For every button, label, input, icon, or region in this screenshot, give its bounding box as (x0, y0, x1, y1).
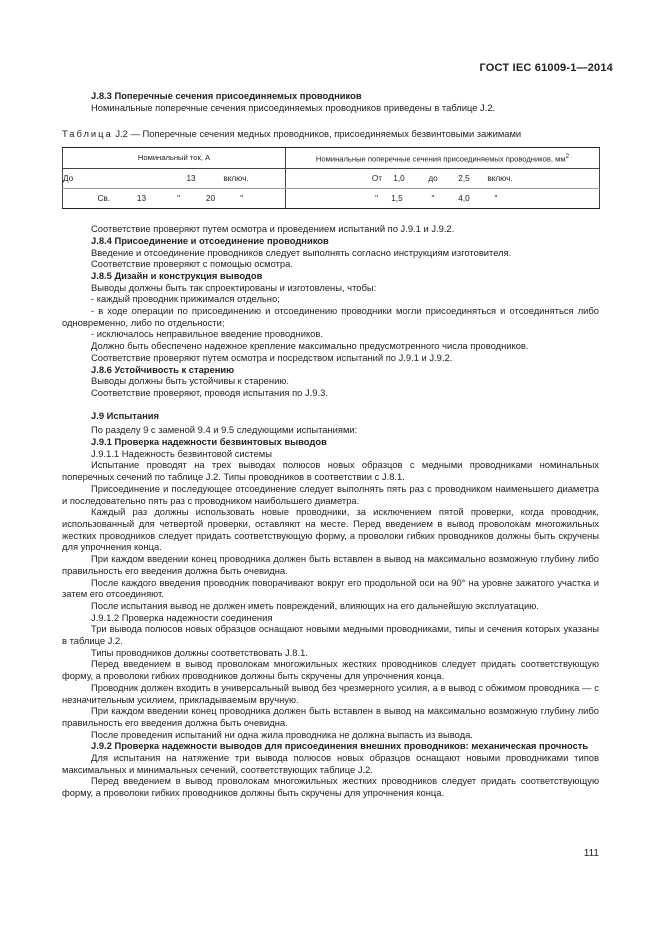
table-cell-section (286, 189, 600, 209)
cell-value: " (375, 193, 378, 203)
bullet-item: - исключалось неправильное введение проводников. (91, 328, 323, 340)
subsection-title: J.9.1.1 Надежность безвинтовой системы (91, 447, 272, 459)
paragraph: Три вывода полюсов новых образцов оснащают новыми медными проводниками, типы и сечения которых указаны в таблице J.2. (62, 623, 599, 647)
paragraph: Выводы должны быть устойчивы к старению. (91, 375, 289, 387)
table-cell-current (63, 169, 286, 189)
page-number: 111 (583, 848, 599, 859)
table-caption-label: Таблица (62, 128, 113, 140)
table-cell-section (286, 169, 600, 189)
cell-value: 20 (205, 193, 215, 203)
table-caption (62, 128, 599, 140)
cell-value: включ. (487, 173, 513, 183)
table-row (63, 189, 600, 209)
table-header-section-text: Номинальные поперечные сечения присоединяемых проводников, мм (315, 154, 566, 164)
paragraph: Соответствие проверяют, проводя испытания по J.9.3. (91, 386, 328, 398)
section-j83-title: J.8.3 Поперечные сечения присоединяемых проводников (91, 90, 362, 101)
cell-value: " (240, 193, 243, 203)
paragraph: Соответствие проверяют с помощью осмотра. (91, 258, 293, 270)
paragraph: После каждого введения проводник поворачивают вокруг его продольной оси на 90° на уровне зажатого участка и затем его отсоединяют. (62, 576, 599, 600)
cell-value: до (428, 173, 438, 183)
paragraph: Проводник должен входить в универсальный вывод без чрезмерного усилия, а в вывод с обжимом проводника — с незначительным усилием, прикладываемым вручную. (62, 681, 599, 705)
table-header-current: Номинальный ток, А (63, 148, 286, 169)
bullet-item: - каждый проводник прижимался отдельно; (91, 293, 280, 305)
table-cell-current (63, 189, 286, 209)
section-j9-title: J.9 Испытания (91, 409, 159, 421)
cell-value: От (371, 173, 382, 183)
table-header-section-sup: 2 (565, 152, 570, 160)
section-j84-title: J.8.4 Присоединение и отсоединение проводников (91, 234, 329, 246)
paragraph: После проведения испытаний ни одна жила проводника не должна выпасть из вывода. (91, 728, 473, 740)
conductor-section-table (62, 147, 600, 209)
cell-value: 13 (186, 173, 196, 183)
paragraph: Для испытания на натяжение три вывода полюсов новых образцов оснащают новыми проводниками типов максимальных и минимальных сечений, соответствующих таблице J.2. (62, 752, 599, 775)
paragraph: Номинальные поперечные сечения присоединяемых проводников приведены в таблице J.2. (91, 101, 496, 113)
cell-value: включ. (223, 173, 249, 183)
table-row (63, 169, 600, 189)
cell-value: " (177, 193, 180, 203)
paragraph: Соответствие проверяют путем осмотра и посредством испытаний по J.9.1 и J.9.2. (91, 351, 453, 363)
paragraph: Типы проводников должны соответствовать J.8.1. (91, 646, 308, 658)
cell-value: " (494, 193, 498, 203)
page-body (62, 90, 599, 799)
cell-value: " (431, 193, 435, 203)
section-j91-title: J.9.1 Проверка надежности безвинтовых выводов (91, 436, 327, 448)
paragraph: Выводы должны быть так спроектированы и изготовлены, чтобы: (91, 281, 377, 293)
paragraph: Присоединение и последующее отсоединение следует выполнять пять раз с проводником наименьшего диаметра и последовательно пять раз с проводником наибольшего диаметра. (62, 482, 599, 506)
paragraph: По разделу 9 с заменой 9.4 и 9.5 следующими испытаниями: (91, 424, 358, 436)
cell-value: До (63, 173, 74, 183)
paragraph: При каждом введении конец проводника должен быть вставлен в вывод на максимально возможную глубину либо правильность его введения должна быть очевидна. (62, 705, 599, 728)
section-j85-title: J.8.5 Дизайн и конструкция выводов (91, 269, 263, 281)
paragraph: Каждый раз должны использовать новые проводники, за исключением пятой проверки, когда проводник, использованный для четвертой проверки, оставляют на месте. Перед введением в вывод проволокам многожильных жестких проводников следует придать соответствующую форму, а проволоки гибких проводников должны быть скручены для упрочнения конца. (62, 506, 599, 553)
table-header-section (286, 148, 600, 169)
standard-header: ГОСТ IEC 61009-1—2014 (479, 62, 613, 74)
cell-value: 4,0 (458, 193, 470, 203)
paragraph: После испытания вывод не должен иметь повреждений, влияющих на его дальнейшую эксплуатацию. (91, 599, 539, 611)
section-j86-title: J.8.6 Устойчивость к старению (91, 363, 235, 375)
table-caption-text: J.2 — Поперечные сечения медных проводников, присоединяемых безвинтовыми зажимами (112, 128, 522, 140)
paragraph: Испытание проводят на трех выводах полюсов новых образцов с медными проводниками номинальных поперечных сечений по таблице J.2. Типы проводников в соответствии с J.8.1. (62, 459, 599, 483)
paragraph: Введение и отсоединение проводников следует выполнять согласно инструкциям изготовителя. (91, 246, 512, 258)
bullet-item: - в ходе операции по присоединению и отсоединению проводники могли присоединяться и отсоединяться либо одновременно, либо по отдельности; (62, 305, 599, 328)
paragraph: Должно быть обеспечено надежное крепление максимально предусмотренного числа проводников. (91, 340, 529, 352)
cell-value: 1,5 (391, 193, 403, 203)
cell-value: 13 (136, 193, 146, 203)
paragraph: Перед введением в вывод проволокам многожильных жестких проводников следует придать соответствующую форму, а проволоки гибких проводников должны быть скручены для упрочнения конца. (62, 658, 599, 682)
cell-value: 2,5 (458, 173, 470, 183)
cell-value: 1,0 (393, 173, 405, 183)
paragraph: При каждом введении конец проводника должен быть вставлен в вывод на максимально возможную глубину либо правильность его введения должна быть очевидна. (62, 553, 599, 576)
subsection-title: J.9.1.2 Проверка надежности соединения (91, 611, 273, 623)
section-j92-title: J.9.2 Проверка надежности выводов для присоединения внешних проводников: механическая прочность (91, 740, 589, 752)
paragraph: Перед введением в вывод проволокам многожильных жестких проводников следует придать соответствующую форму, а проволоки гибких проводников должны быть скручены для упрочнения конца. (62, 775, 599, 799)
cell-value: Св. (97, 193, 110, 203)
paragraph: Соответствие проверяют путем осмотра и проведением испытаний по J.9.1 и J.9.2. (91, 223, 455, 235)
